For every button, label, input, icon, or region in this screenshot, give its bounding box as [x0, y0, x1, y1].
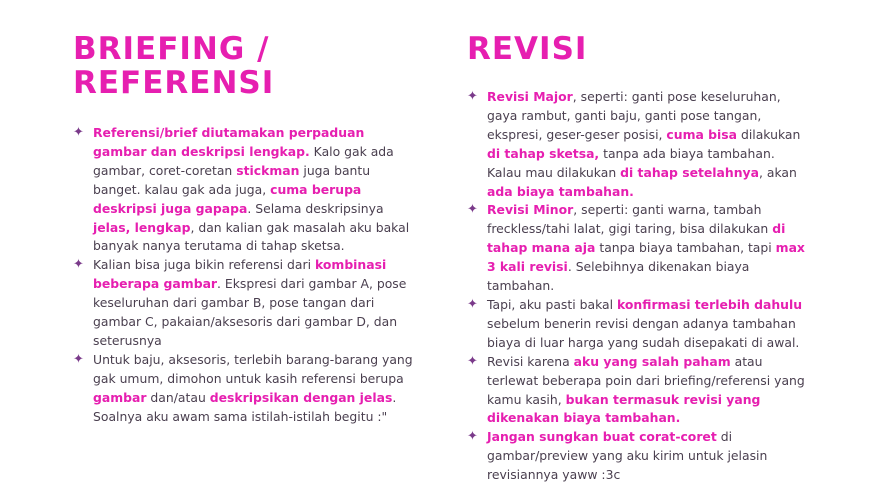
highlight-text: Revisi Major: [487, 89, 573, 104]
body-text: Tapi, aku pasti bakal: [487, 296, 618, 312]
body-text: , dan kalian gak masalah aku bakal banyak nanya terutama di tahap sketsa.: [93, 219, 410, 254]
list-item: [73, 351, 418, 427]
highlight-text: jelas, lengkap: [93, 219, 191, 235]
body-text: , akan: [759, 164, 797, 180]
list-item: [73, 256, 418, 351]
briefing-title: [73, 32, 433, 100]
list-item: [467, 88, 812, 201]
sparkle-bullet-icon: ✦: [467, 296, 478, 312]
highlight-text: kombinasi beberapa gambar: [93, 257, 387, 292]
highlight-text: aku yang salah paham: [573, 353, 731, 369]
highlight-text: stickman: [236, 162, 300, 178]
highlight-text: Referensi/brief diutamakan perpaduan gambar dan deskripsi lengkap.: [93, 125, 365, 159]
highlight-text: Revisi Minor: [487, 202, 574, 218]
body-text: , seperti: ganti pose keseluruhan, gaya rambut, ganti baju, ganti pose tangan, ekspresi, geser-geser posisi,: [487, 89, 781, 142]
highlight-text: ada biaya tambahan.: [487, 183, 634, 199]
sparkle-bullet-icon: ✦: [73, 125, 84, 140]
briefing-title-line2: REFERENSI: [73, 65, 275, 101]
highlight-text: deskripsikan dengan jelas: [209, 389, 393, 405]
sparkle-bullet-icon: ✦: [467, 353, 478, 369]
highlight-text: di tahap setelahnya: [620, 164, 759, 180]
body-text: . Soalnya aku awam sama istilah-istilah begitu :": [93, 389, 397, 424]
sparkle-bullet-icon: ✦: [73, 257, 84, 273]
body-text: . Selebihnya dikenakan biaya tambahan.: [487, 259, 750, 294]
body-text: atau terlewat beberapa poin dari briefing/referensi yang kamu kasih,: [487, 353, 805, 407]
sparkle-bullet-icon: ✦: [467, 89, 478, 104]
list-item: [467, 296, 812, 353]
sparkle-bullet-icon: ✦: [73, 351, 84, 367]
highlight-text: cuma berupa deskripsi juga gapapa: [93, 181, 362, 216]
body-text: dan/atau: [146, 389, 210, 405]
highlight-text: gambar: [93, 389, 147, 405]
body-text: Revisi karena: [487, 353, 574, 369]
highlight-text: di tahap mana aja: [487, 221, 786, 256]
highlight-text: cuma bisa: [666, 126, 738, 142]
list-item: [73, 124, 418, 256]
body-text: juga bantu banget. kalau gak ada juga,: [93, 162, 371, 197]
body-text: tanpa ada biaya tambahan. Kalau mau dilakukan: [487, 145, 775, 180]
sparkle-bullet-icon: ✦: [467, 202, 478, 218]
body-text: . Ekspresi dari gambar A, pose keseluruhan dari gambar B, pose tangan dari gambar C, pakaian/aksesoris dari gambar D, dan seterusnya: [93, 276, 407, 348]
body-text: sebelum benerin revisi dengan adanya tambahan biaya di luar harga yang sudah disepakati di awal.: [487, 315, 800, 350]
body-text: dilakukan: [737, 126, 801, 142]
body-text: di gambar/preview yang aku kirim untuk jelasin revisiannya yaww :3c: [487, 429, 768, 483]
briefing-list: [73, 124, 418, 427]
sparkle-bullet-icon: ✦: [467, 429, 478, 445]
list-item: [467, 428, 812, 485]
highlight-text: konfirmasi terlebih dahulu: [617, 296, 803, 312]
highlight-text: bukan termasuk revisi yang dikenakan biaya tambahan.: [487, 391, 761, 426]
highlight-text: di tahap sketsa,: [487, 145, 600, 161]
body-text: tanpa biaya tambahan, tapi: [595, 240, 776, 256]
body-text: Kalo gak ada gambar, coret-coretan: [93, 143, 394, 178]
body-text: Untuk baju, aksesoris, terlebih barang-barang yang gak umum, dimohon untuk kasih referensi berupa: [93, 351, 413, 386]
list-item: [467, 353, 812, 429]
revisi-list: [467, 88, 812, 485]
body-text: , seperti: ganti warna, tambah freckless/tahi lalat, gigi taring, bisa dilakukan: [487, 202, 773, 237]
list-item: [467, 201, 812, 296]
highlight-text: Jangan sungkan buat corat-coret: [487, 429, 717, 445]
body-text: . Selama deskripsinya: [247, 200, 384, 216]
revisi-title: REVISI: [467, 31, 588, 67]
body-text: Kalian bisa juga bikin referensi dari: [93, 257, 315, 273]
briefing-title-line1: BRIEFING /: [73, 31, 270, 67]
highlight-text: max 3 kali revisi: [487, 240, 805, 275]
